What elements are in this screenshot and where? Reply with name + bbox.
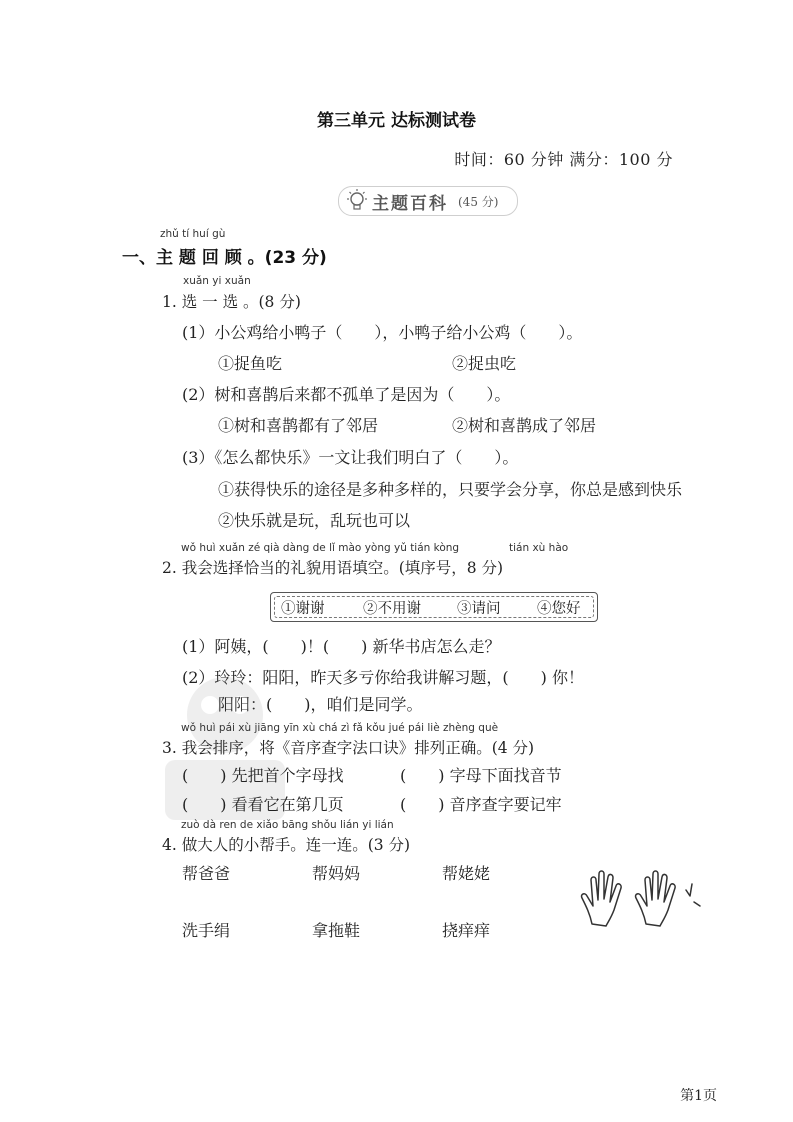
q1-option-2b: ②树和喜鹊成了邻居 [452, 416, 597, 435]
q4-left-3: 帮姥姥 [442, 864, 491, 883]
q2-pinyin: wǒ huì xuǎn zé qià dàng de lǐ mào yòng yǔ tián kòng [181, 542, 460, 554]
q1-option-2a: ①树和喜鹊都有了邻居 [218, 416, 379, 435]
q3-item-2: ( ) 字母下面找音节 [400, 766, 562, 785]
q2-line-1: (1）阿姨，( )！( ) 新华书店怎么走？ [182, 637, 501, 656]
q1-heading: 1. 选 一 选 。(8 分) [162, 293, 301, 311]
q1-stem-2: (2）树和喜鹊后来都不孤单了是因为（ ）。 [182, 385, 511, 404]
q2-option-1: ①谢谢 [281, 601, 325, 617]
q1-option-1a: ①捉鱼吃 [218, 354, 283, 373]
hands-illustration [578, 866, 706, 932]
q2-option-3: ③请问 [457, 601, 501, 617]
q1-option-3b: ②快乐就是玩，乱玩也可以 [218, 511, 411, 530]
lightbulb-icon [344, 188, 370, 214]
page-number: 第1页 [680, 1088, 717, 1104]
section-banner [338, 186, 518, 216]
q2-option-2: ②不用谢 [363, 601, 421, 617]
q1-stem-1: (1）小公鸡给小鸭子（ ），小鸭子给小公鸡（ ）。 [182, 323, 583, 342]
q4-right-3: 挠痒痒 [442, 921, 491, 940]
q4-pinyin: zuò dà ren de xiǎo bāng shǒu lián yi lián [181, 819, 394, 831]
q3-heading: 3. 我会排序，将《音序查字法口诀》排列正确。(4 分) [162, 739, 535, 757]
q3-item-3: ( ) 看看它在第几页 [182, 795, 344, 814]
q2-pinyin-tail: tián xù hào [509, 542, 569, 554]
q3-item-4: ( ) 音序查字要记牢 [400, 795, 562, 814]
section-pinyin: zhǔ tí huí gù [160, 228, 226, 240]
q4-right-2: 拿拖鞋 [312, 921, 361, 940]
banner-title: 主题百科 [372, 194, 448, 214]
q1-stem-3: (3）《怎么都快乐》一文让我们明白了（ ）。 [182, 448, 519, 467]
q2-line-2: (2）玲玲：阳阳，昨天多亏你给我讲解习题，( ) 你！ [182, 668, 584, 687]
q2-option-box [270, 592, 598, 622]
q2-heading: 2. 我会选择恰当的礼貌用语填空。(填序号，8 分) [162, 559, 504, 577]
q4-left-1: 帮爸爸 [182, 864, 231, 883]
q4-heading: 4. 做大人的小帮手。连一连。(3 分) [162, 836, 411, 854]
section-heading: 一、主 题 回 顾 。(23 分) [122, 248, 327, 268]
q2-option-4: ④您好 [537, 601, 581, 617]
q1-option-3a: ①获得快乐的途径是多种多样的，只要学会分享，你总是感到快乐 [218, 480, 683, 499]
q3-pinyin: wǒ huì pái xù jiāng yīn xù chá zì fǎ kǒu jué pái liè zhèng què [181, 722, 499, 734]
q2-line-3: 阳阳：( )，咱们是同学。 [218, 695, 423, 714]
banner-score: (45 分) [458, 195, 499, 209]
q3-item-1: ( ) 先把首个字母找 [182, 766, 344, 785]
q1-option-1b: ②捉虫吃 [452, 354, 517, 373]
page-title: 第三单元 达标测试卷 [317, 111, 476, 131]
q4-right-1: 洗手绢 [182, 921, 231, 940]
exam-meta: 时间：60 分钟 满分：100 分 [454, 150, 673, 169]
q4-left-2: 帮妈妈 [312, 864, 361, 883]
q1-pinyin: xuǎn yi xuǎn [183, 275, 251, 287]
